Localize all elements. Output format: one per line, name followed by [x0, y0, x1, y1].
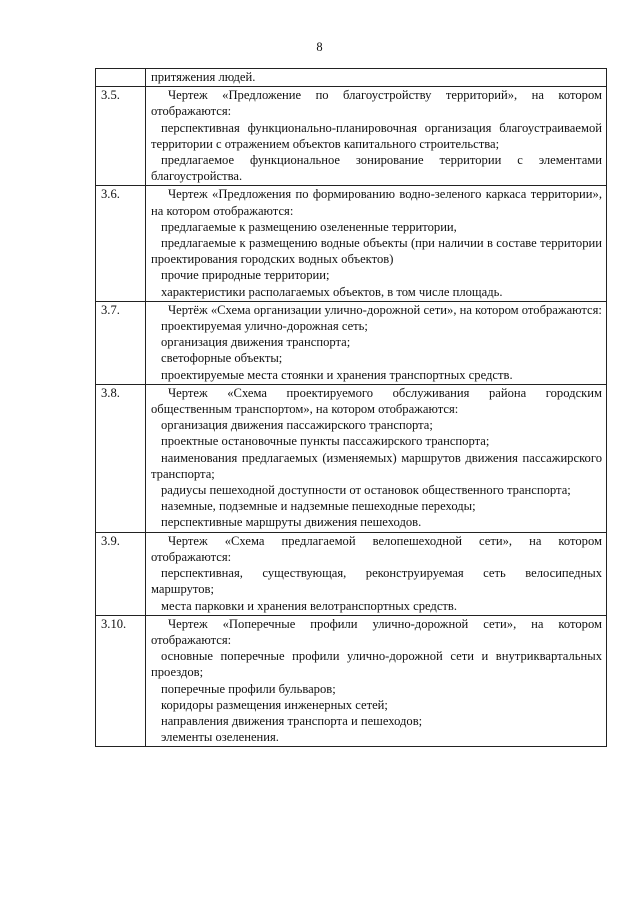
item-paragraph: коридоры размещения инженерных сетей; — [161, 697, 388, 712]
item-paragraph: элементы озеленения. — [161, 730, 279, 745]
drawing-title: Чертеж «Предложения по формированию водно-зеленого каркаса территории», на котором отображаются: — [151, 187, 602, 218]
item-number: 3.6. — [96, 186, 146, 301]
drawing-title: Чертеж «Схема проектируемого обслуживания района городским общественным транспортом», на котором отображаются: — [151, 385, 602, 417]
item-paragraph: наземные, подземные и надземные пешеходные переходы; — [161, 499, 476, 514]
item-number: 3.10. — [96, 615, 146, 747]
table-row — [96, 301, 607, 384]
item-paragraph: направления движения транспорта и пешеходов; — [161, 713, 423, 728]
item-paragraph: светофорные объекты; — [161, 351, 283, 366]
item-content — [146, 615, 607, 747]
item-content — [146, 186, 607, 301]
item-content — [146, 69, 607, 87]
table-row — [96, 615, 607, 747]
item-content — [146, 301, 607, 384]
item-paragraph: проектные остановочные пункты пассажирского транспорта; — [161, 434, 490, 449]
item-number: 3.9. — [96, 532, 146, 615]
drawing-title: Чертёж «Схема организации улично-дорожной сети», на котором отображаются: — [168, 302, 602, 317]
table-row — [96, 384, 607, 532]
table-row — [96, 532, 607, 615]
drawing-title: Чертеж «Схема предлагаемой велопешеходной сети», на котором отображаются: — [151, 533, 602, 564]
item-paragraph: основные поперечные профили улично-дорожной сети и внутриквартальных проездов; — [151, 649, 602, 680]
item-number: 3.7. — [96, 301, 146, 384]
item-paragraph: характеристики располагаемых объектов, в том числе площадь. — [161, 284, 503, 299]
item-paragraph: наименования предлагаемых (изменяемых) маршрутов движения пассажирского транспорта; — [151, 450, 602, 481]
item-paragraph: перспективная функционально-планировочная организация благоустраиваемой территории с отражением объектов капитального строительства; — [151, 120, 602, 151]
item-paragraph: перспективная, существующая, реконструируемая сеть велосипедных маршрутов; — [151, 566, 602, 597]
table-row — [96, 186, 607, 301]
item-paragraph: проектируемые места стоянки и хранения транспортных средств. — [161, 367, 513, 382]
table-row — [96, 69, 607, 87]
item-paragraph: проектируемая улично-дорожная сеть; — [161, 319, 368, 334]
drawing-title: Чертеж «Поперечные профили улично-дорожной сети», на котором отображаются: — [151, 616, 602, 647]
item-paragraph: места парковки и хранения велотранспортных средств. — [161, 598, 458, 613]
table-row — [96, 87, 607, 186]
item-paragraph: предлагаемые к размещению озелененные территории, — [161, 219, 457, 234]
page-number: 8 — [316, 40, 323, 54]
item-paragraph: поперечные профили бульваров; — [161, 681, 336, 696]
item-paragraph: организация движения пассажирского транспорта; — [161, 418, 433, 433]
item-paragraph: предлагаемые к размещению водные объекты (при наличии в составе территории проектирования городских водных объектов) — [151, 236, 602, 267]
item-content — [146, 384, 607, 532]
drawing-title: Чертеж «Предложение по благоустройству территорий», на котором отображаются: — [151, 88, 602, 119]
item-paragraph: перспективные маршруты движения пешеходов. — [161, 515, 422, 530]
item-paragraph: притяжения людей. — [151, 70, 256, 84]
item-paragraph: прочие природные территории; — [161, 268, 330, 283]
item-number: 3.5. — [96, 87, 146, 186]
item-number: 3.8. — [96, 384, 146, 532]
item-number — [96, 69, 146, 87]
item-paragraph: предлагаемое функциональное зонирование территории с элементами благоустройства. — [151, 153, 602, 184]
requirements-table — [95, 68, 607, 747]
item-paragraph: организация движения транспорта; — [161, 335, 351, 350]
item-content — [146, 532, 607, 615]
item-paragraph: радиусы пешеходной доступности от остановок общественного транспорта; — [161, 483, 571, 498]
item-content — [146, 87, 607, 186]
table-body — [96, 69, 607, 747]
